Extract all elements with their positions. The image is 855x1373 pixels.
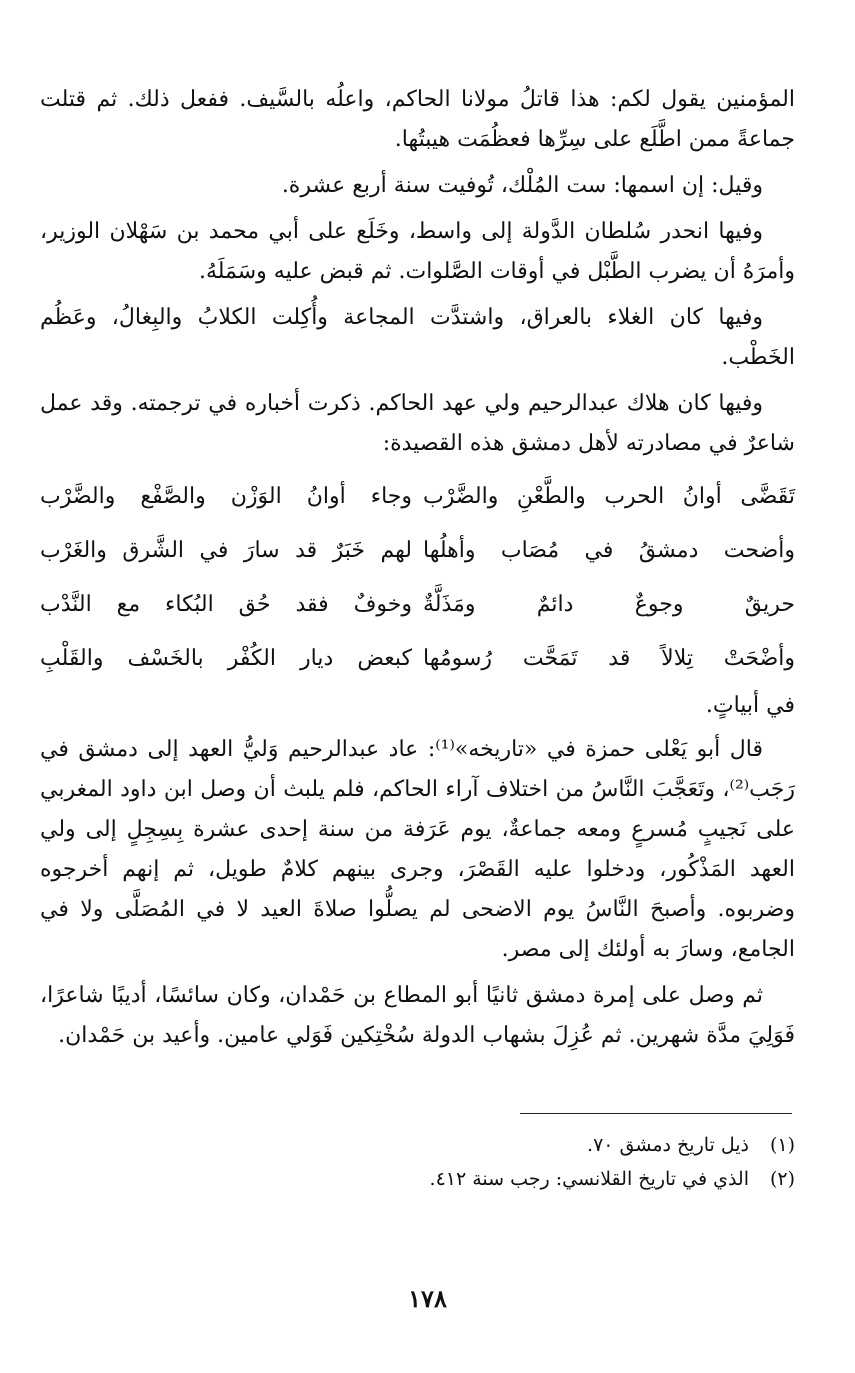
paragraph: ثم وصل على إمرة دمشق ثانيًا أبو المطاع بن حَمْدان، وكان سائسًا، أديبًا شاعرًا، فَوَلِيَ مدَّة شهرين. ثم عُزِلَ بشهاب الدولة سُخْتِكين فَوَلي عامين. وأعيد بن حَمْدان. bbox=[40, 983, 795, 1048]
footnote-text: الذي في تاريخ القلانسي: رجب سنة ٤١٢. bbox=[429, 1168, 749, 1190]
verse-first-hemistich: وأضحت دمشقُ في مُصَاب وأهلُها bbox=[423, 538, 795, 563]
footnotes bbox=[300, 1128, 795, 1196]
verse-first-hemistich: وأضْحَتْ تِلالاً قد تَمَحَّت رُسومُها bbox=[423, 646, 795, 671]
poem-continuation: في أبياتٍ. bbox=[705, 693, 795, 718]
verse-first-hemistich: تَقَضَّى أوانُ الحرب والطَّعْنِ والضَّرْب bbox=[423, 484, 795, 509]
paragraph: المؤمنين يقول لكم: هذا قاتلُ مولانا الحاكم، واعلُه بالسَّيف. ففعل ذلك. ثم قتلت جماعةً ممن اطَّلَع على سِرِّها فعظُمَت هيبتُها. bbox=[40, 87, 795, 152]
poem-verse bbox=[40, 470, 795, 524]
footnote-number: (١) bbox=[769, 1134, 795, 1156]
footnote-text: ذيل تاريخ دمشق ٧٠. bbox=[587, 1134, 749, 1156]
footnote-separator bbox=[520, 1113, 792, 1114]
footnote bbox=[300, 1162, 795, 1196]
footnote-number: (٢) bbox=[769, 1168, 795, 1190]
main-text bbox=[40, 80, 795, 1062]
verse-second-hemistich: لهم خَبَرٌ قد سارَ في الشَّرق والغَرْب bbox=[40, 538, 412, 563]
paragraph: وفيها انحدر سُلطان الدَّولة إلى واسط، وخَلَع على أبي محمد بن سَهْلان الوزير، وأمرَهُ أن يضرب الطَّبْل في أوقات الصَّلوات. ثم قبض عليه وسَمَلَهُ. bbox=[40, 219, 795, 284]
page-number: ١٧٨ bbox=[408, 1284, 447, 1313]
poem-verse bbox=[40, 632, 795, 686]
paragraph: وقيل: إن اسمها: ست المُلْك، تُوفيت سنة أربع عشرة. bbox=[281, 173, 763, 198]
poem-verse bbox=[40, 578, 795, 632]
paragraph: وفيها كان هلاك عبدالرحيم ولي عهد الحاكم. ذكرت أخباره في ترجمته. وقد عمل شاعرٌ في مصادرته لأهل دمشق هذه القصيدة: bbox=[40, 391, 795, 456]
paragraph: قال أبو يَعْلى حمزة في «تاريخه»⁽¹⁾: عاد عبدالرحيم وَليُّ العهد إلى دمشق في رَجَب⁽²⁾، وتَعَجَّبَ النَّاسُ من اختلاف آراء الحاكم، فلم يلبث أن وصل ابن داود المغربي على نَجيبٍ مُسرعٍ ومعه جماعةٌ، يوم عَرَفة من سنة إحدى عشرة بِسِجِلٍ إلى ولي العهد المَذْكُور، ودخلوا عليه القَصْرَ، وجرى بينهم كلامٌ طويل، ثم إنهم أخرجوه وضربوه. وأصبحَ النَّاسُ يوم الاضحى لم يصلُّوا صلاةَ العيد لا في المُصَلَّى ولا في الجامع، وسارَ به أولئك إلى مصر. bbox=[40, 737, 795, 962]
verse-second-hemistich: كبعض ديار الكُفْر بالخَسْف والقَلْبِ bbox=[40, 646, 412, 671]
verse-second-hemistich: وجاء أوانُ الوَزْن والصَّفْع والضَّرْب bbox=[40, 484, 412, 509]
footnote bbox=[300, 1128, 795, 1162]
verse-first-hemistich: حريقٌ وجوعٌ دائمٌ ومَذَلَّةٌ bbox=[423, 592, 795, 617]
verse-second-hemistich: وخوفٌ فقد حُق البُكاء مع النَّدْب bbox=[40, 592, 412, 617]
poem-verse bbox=[40, 524, 795, 578]
poem bbox=[40, 470, 795, 686]
paragraph: وفيها كان الغلاء بالعراق، واشتدَّت المجاعة وأُكِلت الكلابُ والبِغالُ، وعَظُم الخَطْب. bbox=[40, 305, 795, 370]
